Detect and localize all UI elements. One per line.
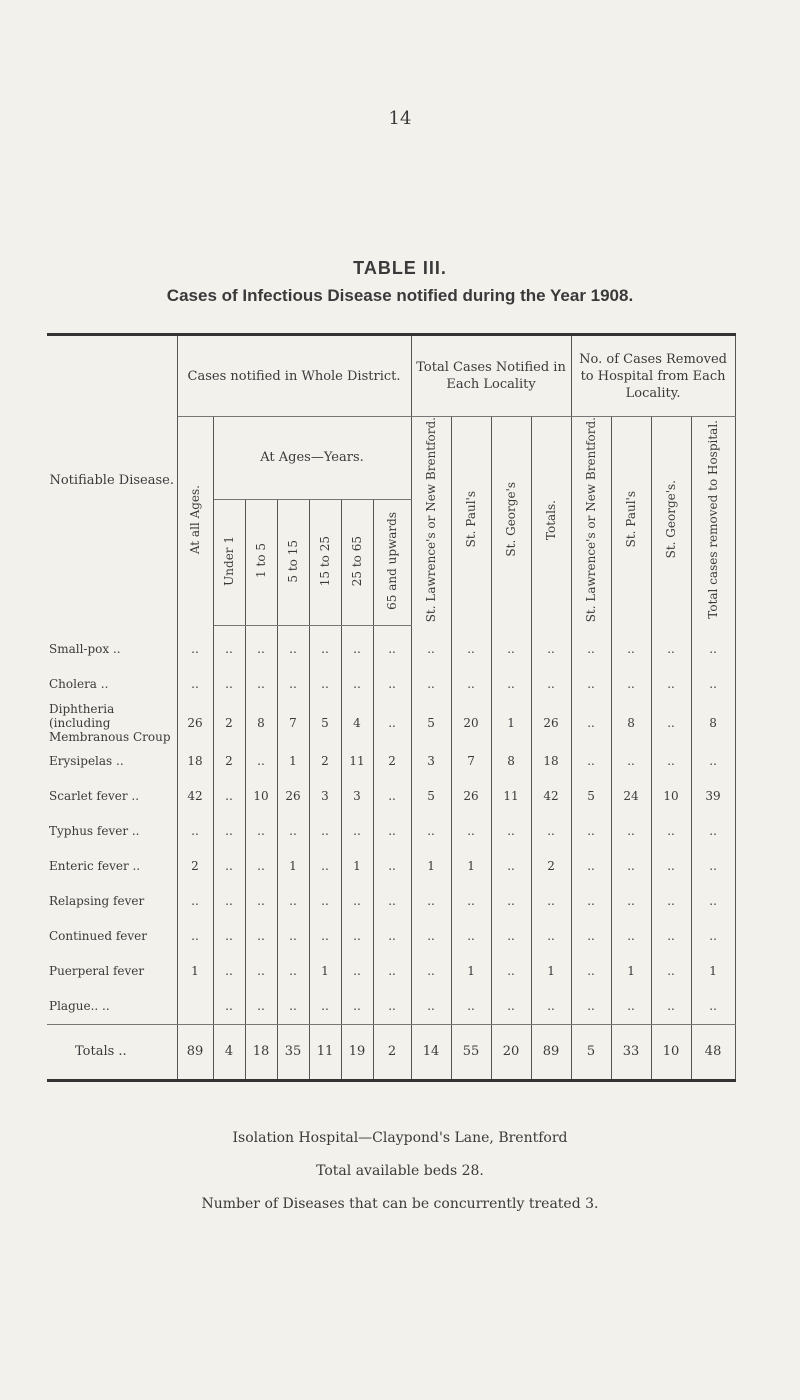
cell-value: .. xyxy=(611,849,651,884)
cell-value: .. xyxy=(245,814,277,849)
cell-value: .. xyxy=(611,814,651,849)
total-value: 89 xyxy=(177,1024,213,1080)
disease-name: Typhus fever .. xyxy=(47,814,177,849)
concurrent-note: Number of Diseases that can be concurrently treated 3. xyxy=(201,1196,599,1212)
cell-value: 1 xyxy=(451,849,491,884)
cell-value: .. xyxy=(373,779,411,814)
cell-value: 8 xyxy=(691,702,735,744)
cell-value: .. xyxy=(245,625,277,667)
cell-value: .. xyxy=(491,989,531,1025)
cell-value: 3 xyxy=(411,744,451,779)
cell-value: .. xyxy=(177,667,213,702)
cell-value: .. xyxy=(571,849,611,884)
cell-value: .. xyxy=(611,989,651,1025)
cell-value: .. xyxy=(213,779,245,814)
cell-value: 5 xyxy=(411,702,451,744)
cell-value: .. xyxy=(341,919,373,954)
cell-value: 1 xyxy=(691,954,735,989)
cell-value: 26 xyxy=(531,702,571,744)
cell-value: .. xyxy=(571,702,611,744)
cell-value: 1 xyxy=(277,849,309,884)
disease-name: Relapsing fever xyxy=(47,884,177,919)
cell-value: 2 xyxy=(213,744,245,779)
cell-value: .. xyxy=(611,625,651,667)
cell-value: .. xyxy=(531,919,571,954)
whole-district-header: Cases notified in Whole District. xyxy=(177,335,411,417)
cell-value: .. xyxy=(213,954,245,989)
cell-value: .. xyxy=(309,919,341,954)
cell-value: .. xyxy=(373,954,411,989)
cell-value: .. xyxy=(277,814,309,849)
disease-name: Erysipelas .. xyxy=(47,744,177,779)
cell-value: .. xyxy=(571,954,611,989)
cell-value: .. xyxy=(213,625,245,667)
cell-value: .. xyxy=(691,814,735,849)
cell-value: 1 xyxy=(531,954,571,989)
cell-value: .. xyxy=(491,814,531,849)
disease-name: Scarlet fever .. xyxy=(47,779,177,814)
cell-value: .. xyxy=(411,919,451,954)
total-value: 89 xyxy=(531,1024,571,1080)
cell-value: .. xyxy=(571,667,611,702)
cell-value: .. xyxy=(309,814,341,849)
table-row xyxy=(47,779,735,814)
cell-value: .. xyxy=(571,989,611,1025)
cell-value: .. xyxy=(691,625,735,667)
cell-value: .. xyxy=(651,814,691,849)
all-ages-header: At all Ages. xyxy=(177,417,213,626)
cell-value: 1 xyxy=(611,954,651,989)
cell-value: .. xyxy=(531,667,571,702)
disease-name: Enteric fever .. xyxy=(47,849,177,884)
cell-value: .. xyxy=(177,884,213,919)
cell-value: .. xyxy=(531,625,571,667)
cell-value: .. xyxy=(309,667,341,702)
infectious-disease-table xyxy=(47,333,736,1082)
cell-value: 1 xyxy=(277,744,309,779)
cell-value: .. xyxy=(245,954,277,989)
cell-value: .. xyxy=(373,625,411,667)
cell-value: .. xyxy=(341,884,373,919)
cell-value: 39 xyxy=(691,779,735,814)
at-ages-header: At Ages—Years. xyxy=(213,417,411,500)
age-group-header: 65 and upwards xyxy=(373,499,411,625)
disease-name: Cholera .. xyxy=(47,667,177,702)
disease-name: Continued fever xyxy=(47,919,177,954)
disease-name: Plague.. .. xyxy=(47,989,177,1025)
removed-locality-header: St. Paul's xyxy=(611,417,651,626)
cell-value: .. xyxy=(651,667,691,702)
cell-value: 26 xyxy=(177,702,213,744)
cell-value: .. xyxy=(451,989,491,1025)
cell-value: 10 xyxy=(651,779,691,814)
cell-value: .. xyxy=(491,625,531,667)
cell-value: .. xyxy=(213,667,245,702)
cell-value: .. xyxy=(341,989,373,1025)
cell-value: .. xyxy=(245,884,277,919)
cell-value: .. xyxy=(277,954,309,989)
cell-value: .. xyxy=(373,884,411,919)
cell-value: 2 xyxy=(309,744,341,779)
total-value: 33 xyxy=(611,1024,651,1080)
cell-value: .. xyxy=(691,667,735,702)
cell-value: .. xyxy=(411,625,451,667)
cell-value: .. xyxy=(245,744,277,779)
age-group-header: 15 to 25 xyxy=(309,499,341,625)
cell-value: 1 xyxy=(309,954,341,989)
cell-value: .. xyxy=(177,814,213,849)
table-row xyxy=(47,884,735,919)
cell-value: .. xyxy=(341,667,373,702)
cell-value: .. xyxy=(691,989,735,1025)
table-row xyxy=(47,849,735,884)
cell-value: .. xyxy=(411,954,451,989)
cell-value: 1 xyxy=(177,954,213,989)
cell-value: .. xyxy=(531,884,571,919)
cell-value: .. xyxy=(213,814,245,849)
total-value: 20 xyxy=(491,1024,531,1080)
cell-value: 10 xyxy=(245,779,277,814)
total-value: 55 xyxy=(451,1024,491,1080)
total-value: 18 xyxy=(245,1024,277,1080)
cell-value: .. xyxy=(245,989,277,1025)
cell-value: .. xyxy=(651,954,691,989)
cell-value: .. xyxy=(373,919,411,954)
cell-value: 18 xyxy=(531,744,571,779)
cell-value: .. xyxy=(531,814,571,849)
cell-value: .. xyxy=(491,849,531,884)
cell-value: .. xyxy=(277,884,309,919)
cell-value: 26 xyxy=(277,779,309,814)
cell-value: .. xyxy=(341,814,373,849)
cell-value: 3 xyxy=(341,779,373,814)
cell-value: .. xyxy=(691,744,735,779)
cell-value: .. xyxy=(373,667,411,702)
cell-value: 8 xyxy=(491,744,531,779)
cell-value: .. xyxy=(213,849,245,884)
cell-value: .. xyxy=(451,884,491,919)
hospital-note: Isolation Hospital—Claypond's Lane, Brentford xyxy=(232,1130,568,1146)
cell-value: 1 xyxy=(491,702,531,744)
table-row xyxy=(47,954,735,989)
cell-value: .. xyxy=(451,625,491,667)
table-row xyxy=(47,919,735,954)
cell-value: .. xyxy=(651,989,691,1025)
removed-locality-header: St. Lawrence's or New Brentford. xyxy=(571,417,611,626)
cell-value: .. xyxy=(611,884,651,919)
locality-header: St. George's xyxy=(491,417,531,626)
cell-value: .. xyxy=(373,814,411,849)
cell-value: .. xyxy=(373,989,411,1025)
cell-value: .. xyxy=(531,989,571,1025)
age-group-header: 25 to 65 xyxy=(341,499,373,625)
cell-value: .. xyxy=(277,625,309,667)
total-value: 5 xyxy=(571,1024,611,1080)
cell-value: .. xyxy=(651,625,691,667)
cell-value: 20 xyxy=(451,702,491,744)
totals-label: Totals .. xyxy=(47,1024,177,1080)
cell-value: .. xyxy=(571,919,611,954)
cell-value: 5 xyxy=(571,779,611,814)
cell-value: .. xyxy=(451,919,491,954)
cell-value: 42 xyxy=(531,779,571,814)
cell-value: 7 xyxy=(451,744,491,779)
locality-header: Totals. xyxy=(531,417,571,626)
cell-value: 5 xyxy=(411,779,451,814)
total-value: 11 xyxy=(309,1024,341,1080)
disease-name: Small-pox .. xyxy=(47,625,177,667)
cell-value: .. xyxy=(651,702,691,744)
cell-value: .. xyxy=(245,667,277,702)
cell-value: 11 xyxy=(491,779,531,814)
removed-locality-header: Total cases removed to Hospital. xyxy=(691,417,735,626)
cell-value: 26 xyxy=(451,779,491,814)
cell-value: .. xyxy=(177,919,213,954)
cell-value xyxy=(177,989,213,1025)
disease-name: Diphtheria (including Membranous Croup xyxy=(47,702,177,744)
cell-value: 1 xyxy=(451,954,491,989)
cell-value: .. xyxy=(213,989,245,1025)
cell-value: .. xyxy=(571,814,611,849)
locality-header: St. Paul's xyxy=(451,417,491,626)
cell-value: .. xyxy=(277,919,309,954)
cell-value: .. xyxy=(411,667,451,702)
cell-value: .. xyxy=(373,849,411,884)
cell-value: .. xyxy=(245,849,277,884)
cell-value: 1 xyxy=(341,849,373,884)
cell-value: .. xyxy=(411,814,451,849)
cell-value: 11 xyxy=(341,744,373,779)
locality-header: St. Lawrence's or New Brentford. xyxy=(411,417,451,626)
total-value: 14 xyxy=(411,1024,451,1080)
cell-value: .. xyxy=(277,667,309,702)
cell-value: .. xyxy=(571,884,611,919)
cell-value: 1 xyxy=(411,849,451,884)
age-group-header: Under 1 xyxy=(213,499,245,625)
totals-row xyxy=(47,1024,735,1080)
cell-value: 2 xyxy=(373,744,411,779)
cell-value: .. xyxy=(213,919,245,954)
disease-name: Puerperal fever xyxy=(47,954,177,989)
cell-value: .. xyxy=(611,744,651,779)
cell-value: .. xyxy=(341,954,373,989)
cell-value: .. xyxy=(651,919,691,954)
cell-value: 42 xyxy=(177,779,213,814)
cell-value: .. xyxy=(611,919,651,954)
table-row xyxy=(47,814,735,849)
table-row xyxy=(47,702,735,744)
cell-value: .. xyxy=(309,989,341,1025)
cell-value: .. xyxy=(451,667,491,702)
cell-value: .. xyxy=(491,884,531,919)
total-value: 35 xyxy=(277,1024,309,1080)
cell-value: .. xyxy=(373,702,411,744)
table-row xyxy=(47,989,735,1025)
total-value: 19 xyxy=(341,1024,373,1080)
cell-value: 24 xyxy=(611,779,651,814)
cell-value: .. xyxy=(691,884,735,919)
total-value: 2 xyxy=(373,1024,411,1080)
locality-totals-header: Total Cases Notified in Each Locality xyxy=(411,335,571,417)
cell-value: .. xyxy=(309,849,341,884)
age-group-header: 1 to 5 xyxy=(245,499,277,625)
cell-value: 8 xyxy=(611,702,651,744)
disease-column-header: Notifiable Disease. xyxy=(47,335,177,626)
cell-value: .. xyxy=(177,625,213,667)
total-value: 10 xyxy=(651,1024,691,1080)
cell-value: .. xyxy=(277,989,309,1025)
table-caption: Cases of Infectious Disease notified during the Year 1908. xyxy=(166,286,634,305)
cell-value: .. xyxy=(411,989,451,1025)
cell-value: .. xyxy=(651,744,691,779)
cell-value: .. xyxy=(341,625,373,667)
cell-value: .. xyxy=(213,884,245,919)
cell-value: .. xyxy=(651,849,691,884)
table-row xyxy=(47,667,735,702)
cell-value: .. xyxy=(309,625,341,667)
cell-value: 18 xyxy=(177,744,213,779)
table-body xyxy=(47,625,735,1024)
cell-value: 3 xyxy=(309,779,341,814)
cell-value: .. xyxy=(451,814,491,849)
cell-value: 7 xyxy=(277,702,309,744)
removed-locality-header: St. George's. xyxy=(651,417,691,626)
total-value: 4 xyxy=(213,1024,245,1080)
cell-value: .. xyxy=(691,849,735,884)
cell-value: 4 xyxy=(341,702,373,744)
age-group-header: 5 to 15 xyxy=(277,499,309,625)
table-row xyxy=(47,744,735,779)
removed-to-hospital-header: No. of Cases Removed to Hospital from Each Locality. xyxy=(571,335,735,417)
cell-value: 2 xyxy=(213,702,245,744)
table-row xyxy=(47,625,735,667)
cell-value: .. xyxy=(611,667,651,702)
cell-value: .. xyxy=(691,919,735,954)
cell-value: 8 xyxy=(245,702,277,744)
cell-value: .. xyxy=(411,884,451,919)
beds-note: Total available beds 28. xyxy=(316,1163,484,1179)
total-value: 48 xyxy=(691,1024,735,1080)
table-label: TABLE III. xyxy=(353,258,447,278)
cell-value: .. xyxy=(245,919,277,954)
page-number: 14 xyxy=(388,108,412,129)
cell-value: 5 xyxy=(309,702,341,744)
cell-value: .. xyxy=(491,919,531,954)
cell-value: .. xyxy=(571,625,611,667)
cell-value: .. xyxy=(491,954,531,989)
cell-value: .. xyxy=(651,884,691,919)
cell-value: 2 xyxy=(531,849,571,884)
cell-value: 2 xyxy=(177,849,213,884)
cell-value: .. xyxy=(491,667,531,702)
cell-value: .. xyxy=(309,884,341,919)
cell-value: .. xyxy=(571,744,611,779)
